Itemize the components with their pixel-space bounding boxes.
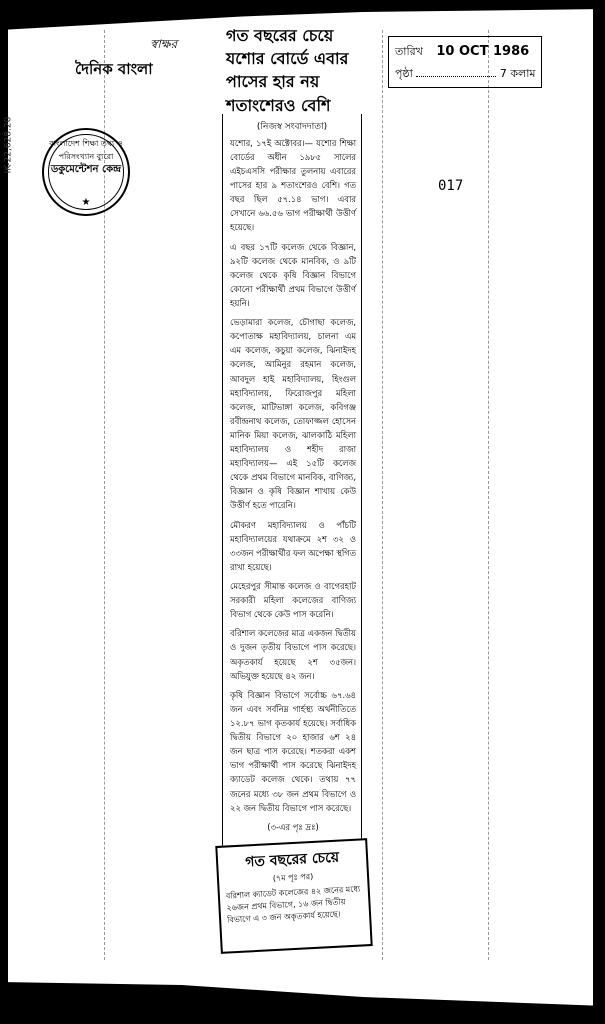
- stamp-center-text: ডকুমেন্টেশন কেন্দ্র: [50, 164, 122, 175]
- byline: (নিজস্ব সংবাদদাতা): [256, 121, 328, 132]
- headline: [222, 24, 362, 117]
- continuation-from: (৭ম পৃঃ পর): [272, 871, 314, 884]
- article-paragraph: মেহেরপুর সীমান্ত কলেজ ও বাগেরহাট সরকারী মহিলা কলেজের বাণিজ্য বিভাগ থেকে কেউ পাস করেনি।: [230, 581, 356, 620]
- date-value: 10 OCT 1986: [436, 44, 530, 59]
- article-paragraph: মৌকরণ মহাবিদ্যালয় ও পাঁচটি মহাবিদ্যালয়ের যথাক্রমে ২শ ৩২ ও ৩৩জন পরীক্ষার্থীর ফল অপেক্ষা স্থগিত রাখা হয়েছে।: [230, 519, 356, 572]
- page-label: পৃষ্ঠা: [395, 67, 413, 80]
- date-label: তারিখ: [395, 45, 423, 58]
- page-row: [395, 65, 536, 84]
- article-paragraph: যশোর, ১৭ই অক্টোবর।— যশোর শিক্ষা বোর্ডের অধীন ১৯৮৫ সালের এইচএসসি পরীক্ষার তুলনায় এবারের পাসের হার ৯ শতাংশেরও বেশি। গত বছর ছিল ৫৭.১৪ ভাগ। এবার সেখানে ৬৬.৫৬ ভাগ পরীক্ষার্থী উত্তীর্ণ হয়েছে।: [230, 137, 356, 233]
- article-paragraph: বরিশাল কলেজের মাত্র একজন দ্বিতীয় ও দুজন তৃতীয় বিভাগে পাস করেছে। অকৃতকার্য হয়েছে ২শ ৩৫জন। অভিযুক্ত হয়েছে ৪২ জন।: [230, 628, 356, 681]
- date-row: [395, 43, 529, 62]
- article-paragraph: এ বছর ১৭টি কলেজ থেকে বিজ্ঞান, ৯২টি কলেজ থেকে মানবিক, ও ৯টি কলেজ থেকে কৃষি বিজ্ঞান বিভাগে কোনো পরীক্ষার্থী প্রথম বিভাগে উত্তীর্ণ হয়নি।: [230, 241, 356, 308]
- documentation-stamp: [42, 128, 130, 216]
- newspaper-masthead: দৈনিক বাংলা: [75, 60, 153, 78]
- continuation-text: বরিশাল ক্যাডেট কলেজের ৪২ জনের মধ্যে ২৬জন প্রথম বিভাগে, ১৬ জন দ্বিতীয় বিভাগে এ ৩ জন অকৃতকার্য হয়েছে।: [225, 884, 361, 925]
- column-rule: [222, 114, 223, 866]
- side-number: IK-22,628.20: [3, 116, 14, 174]
- article-paragraph: ভেড়ামারা কলেজ, চৌগাছা কলেজ, কপোতাক্ষ মহাবিদ্যালয়, চালনা এম এম কলেজ, কচুয়া কলেজ, ঝিনাইদহ কলেজ, আমিনুর রহমান কলেজ, আবদুল হাই মহাবিদ্যালয়, হিংগুল মহাবিদ্যালয়, ফিরোজপুর মহিলা কলেজ, মাটিভাঙ্গা কলেজ, কবিগঞ্জ রবীন্দ্রনাথ কলেজ, তোফাজ্জল হোসেন মানিক মিয়া কলেজ, ঝালকাঠি মহিলা মহাবিদ্যালয় ও শহীদ রাজা মহাবিদ্যালয়— এই ১৫টি কলেজ থেকে প্রথম বিভাগে মানবিক, বাণিজ্য, বিজ্ঞান ও কৃষি বিজ্ঞান শাখায় কেউ উত্তীর্ণ হতে পারেনি।: [230, 317, 356, 511]
- column-rule: [361, 114, 362, 866]
- date-box: [388, 36, 542, 88]
- headline-line: শতাংশেরও বেশি: [226, 95, 331, 115]
- article-body: [222, 134, 362, 834]
- article-paragraph: কৃষি বিজ্ঞান বিভাগে সর্বোচ্চ ৬৭.৬৪ জন এবং সর্বনিম্ন গার্হস্থ্য অর্থনীতিতে ১২.৮৭ ভাগ কৃতকার্য হয়েছে। সর্বাধিক দ্বিতীয় বিভাগে ২০ হাজার ৬শ ২৪ জন ছাত্র পাস করেছে। শতকরা একশ ভাগ পরীক্ষার্থী পাস করেছে ঝিনাইদহ ক্যাডেট কলেজ থেকে। তথায় ৭৭ জনের মধ্যে ৩৮ জন প্রথম বিভাগে ও ২২ জন দ্বিতীয় বিভাগে পাস করেছে।: [230, 689, 356, 813]
- scan-border-bottom: [0, 964, 605, 1024]
- fold-line: [488, 30, 489, 960]
- signature: স্বাক্ষর: [150, 37, 178, 51]
- headline-line: পাসের হার নয়: [226, 72, 320, 92]
- page-value: 7: [499, 67, 507, 80]
- continued-note: (৩-এর পৃঃ দ্রঃ): [267, 821, 319, 832]
- scan-border-right: [593, 0, 605, 1024]
- continuation-title: গত বছরের চেয়ে: [244, 849, 340, 871]
- stamp-ring-text: বাংলাদেশ শিক্ষা তথ্য ও পরিসংখ্যান ব্যুরো: [49, 139, 123, 161]
- column-label: কলাম: [510, 67, 536, 80]
- headline-line: যশোর বোর্ডে এবার: [226, 49, 349, 69]
- page-number: 017: [438, 178, 464, 194]
- headline-line: গত বছরের চেয়ে: [226, 26, 334, 45]
- page-line: [416, 76, 496, 77]
- fold-line: [382, 30, 383, 960]
- star-icon: ★: [81, 197, 91, 208]
- continuation-clipping: [215, 838, 372, 954]
- news-clipping: [222, 24, 362, 866]
